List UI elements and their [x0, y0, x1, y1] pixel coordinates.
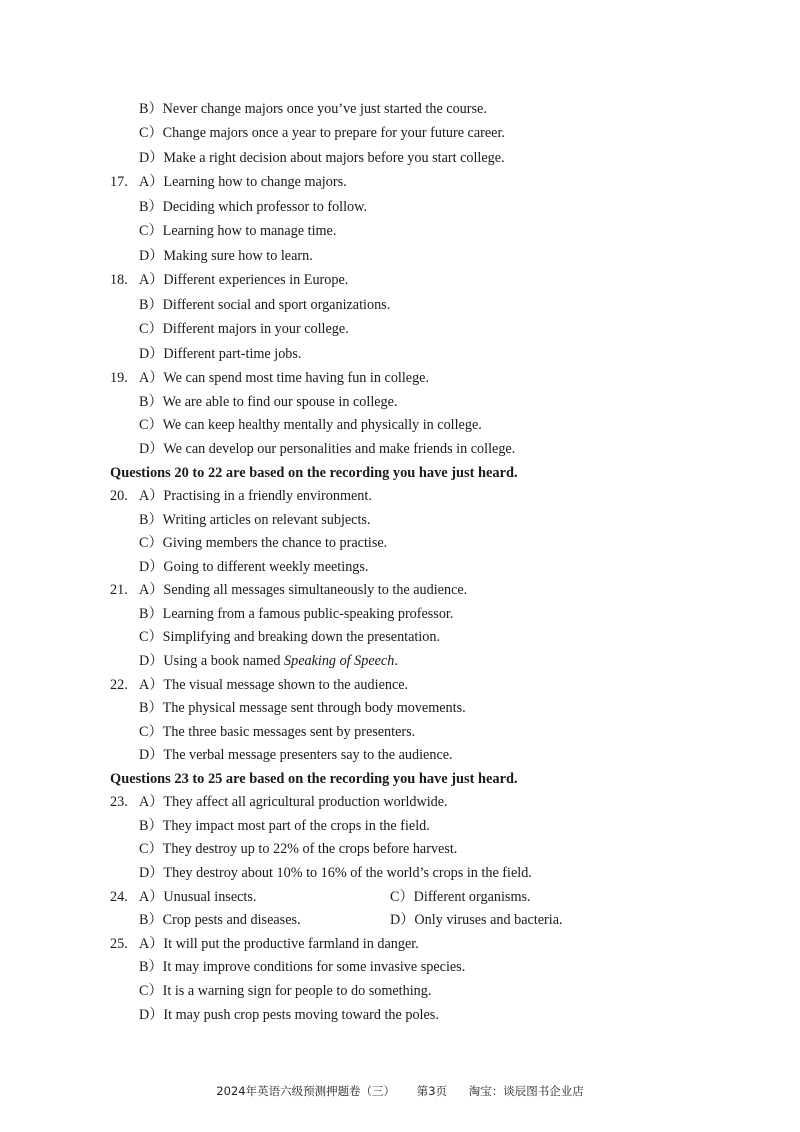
q16-option-b: B）Never change majors once you’ve just started the course.	[139, 101, 487, 117]
q19-number: 19.	[110, 370, 128, 386]
q22-option-d: D）The verbal message presenters say to the audience.	[139, 747, 453, 763]
q24-number: 24.	[110, 889, 128, 905]
q21-number: 21.	[110, 582, 128, 598]
q20-option-c: C）Giving members the chance to practise.	[139, 535, 388, 551]
q18-option-b: B）Different social and sport organizations.	[139, 297, 391, 313]
q25-option-d: D）It may push crop pests moving toward the poles.	[139, 1007, 439, 1023]
q21-book-title: Speaking of Speech	[284, 653, 395, 669]
q25-option-b: B）It may improve conditions for some invasive species.	[139, 959, 466, 975]
q18-number: 18.	[110, 272, 128, 288]
q23-option-b: B）They impact most part of the crops in the field.	[139, 818, 430, 834]
q20-option-b: B）Writing articles on relevant subjects.	[139, 512, 371, 528]
q18-option-a: A）Different experiences in Europe.	[139, 272, 349, 288]
page-footer	[0, 1083, 800, 1099]
q25-option-c: C）It is a warning sign for people to do something.	[139, 983, 432, 999]
q20-option-d: D）Going to different weekly meetings.	[139, 559, 369, 575]
q22-number: 22.	[110, 677, 128, 693]
q19-option-b: B）We are able to find our spouse in college.	[139, 394, 398, 410]
q21-option-d	[139, 652, 398, 670]
q24-option-a: A）Unusual insects.	[139, 889, 257, 905]
q16-option-c: C）Change majors once a year to prepare for your future career.	[139, 125, 505, 141]
q23-option-c: C）They destroy up to 22% of the crops before harvest.	[139, 841, 458, 857]
q20-number: 20.	[110, 488, 128, 504]
q25-number: 25.	[110, 936, 128, 952]
q21-option-b: B）Learning from a famous public-speaking professor.	[139, 606, 454, 622]
q18-option-c: C）Different majors in your college.	[139, 321, 349, 337]
q17-option-d: D）Making sure how to learn.	[139, 248, 313, 264]
q19-option-d: D）We can develop our personalities and make friends in college.	[139, 441, 516, 457]
q24-option-d: D）Only viruses and bacteria.	[390, 912, 563, 928]
q21-option-d-prefix: D）Using a book named	[139, 653, 285, 669]
q21-option-c: C）Simplifying and breaking down the presentation.	[139, 629, 441, 645]
q17-option-c: C）Learning how to manage time.	[139, 223, 337, 239]
q22-option-c: C）The three basic messages sent by presenters.	[139, 724, 416, 740]
q21-option-d-suffix: .	[394, 653, 398, 669]
section-heading-23-25: Questions 23 to 25 are based on the recording you have just heard.	[110, 771, 518, 787]
q18-option-d: D）Different part-time jobs.	[139, 346, 302, 362]
q24-option-b: B）Crop pests and diseases.	[139, 912, 301, 928]
q23-number: 23.	[110, 794, 128, 810]
q17-number: 17.	[110, 174, 128, 190]
q22-option-a: A）The visual message shown to the audience.	[139, 677, 409, 693]
q17-option-a: A）Learning how to change majors.	[139, 174, 347, 190]
q23-option-d: D）They destroy about 10% to 16% of the world’s crops in the field.	[139, 865, 532, 881]
q20-option-a: A）Practising in a friendly environment.	[139, 488, 372, 504]
q21-option-a: A）Sending all messages simultaneously to the audience.	[139, 582, 468, 598]
q25-option-a: A）It will put the productive farmland in danger.	[139, 936, 419, 952]
q16-option-d: D）Make a right decision about majors before you start college.	[139, 150, 505, 166]
q19-option-a: A）We can spend most time having fun in college.	[139, 370, 430, 386]
q19-option-c: C）We can keep healthy mentally and physically in college.	[139, 417, 482, 433]
q24-option-c: C）Different organisms.	[390, 889, 531, 905]
section-heading-20-22: Questions 20 to 22 are based on the recording you have just heard.	[110, 465, 518, 481]
footer-shop: 淘宝：谈辰图书企业店	[468, 1084, 584, 1098]
q22-option-b: B）The physical message sent through body movements.	[139, 700, 466, 716]
footer-page-number: 第3页	[416, 1084, 448, 1098]
q23-option-a: A）They affect all agricultural production worldwide.	[139, 794, 448, 810]
q17-option-b: B）Deciding which professor to follow.	[139, 199, 368, 215]
footer-title: 2024年英语六级预测押题卷（三）	[216, 1084, 396, 1098]
